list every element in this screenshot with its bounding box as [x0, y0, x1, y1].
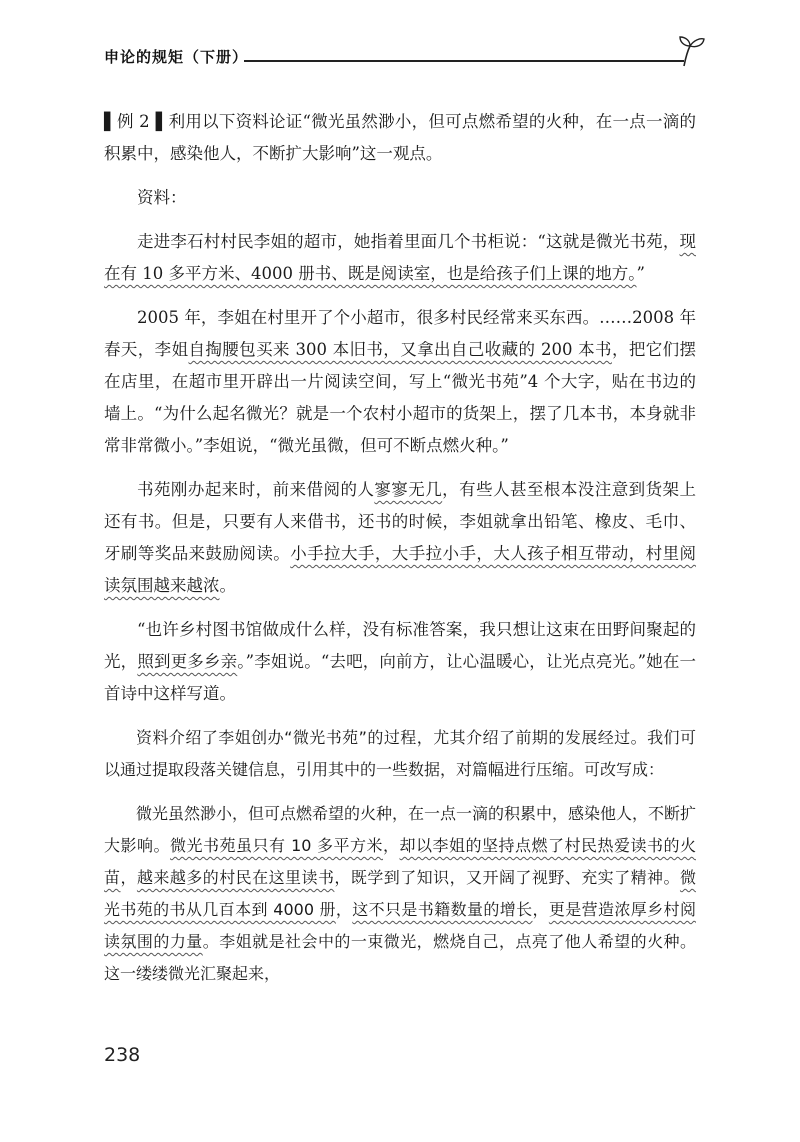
- text-run: ，: [383, 836, 400, 855]
- answer-paragraph: [104, 798, 696, 990]
- underlined-run: 更是营造浓厚乡村阅读氛围的力量: [104, 900, 696, 951]
- header-rule: [244, 60, 684, 62]
- text-run: ，既学到了知识，又开阔了视野、充实了精神。: [334, 868, 680, 887]
- text-run: ，: [532, 900, 549, 919]
- example-marker: ▌: [104, 112, 117, 131]
- underlined-run: 照到更多乡亲: [137, 652, 238, 671]
- text-run: 。李姐就是社会中的一束微光，燃烧自己，点亮了他人希望的火种。这一缕缕微光汇聚起来，: [104, 932, 696, 983]
- material-label: 资料：: [137, 188, 187, 207]
- underlined-run: 微光书苑虽只有 10 多平方米: [170, 836, 383, 855]
- example-label: 例 2: [116, 112, 150, 131]
- underlined-run: 却以李姐的坚持点燃了村民热爱读书的火苗: [104, 836, 696, 887]
- underlined-run: 寥寥无几: [374, 480, 443, 499]
- example-prompt-line1: 利用以下资料论证“微光虽然渺小，但可点燃希望的火种，在一点一滴: [168, 112, 680, 131]
- underlined-run: 自掏腰包买来 300 本旧书，又拿出自己收藏的 200 本书: [188, 340, 612, 359]
- underlined-run: 现在有 10 多平方米、4000 册书、既是阅读室，也是给孩子们上课的地方。: [104, 232, 696, 283]
- text-run: 微光虽然渺小，但可点燃希望的火种，在一点一滴的积累中，感染他人，不断扩大影响。: [104, 804, 697, 855]
- analysis-paragraph: 资料介绍了李姐创办“微光书苑”的过程，尤其介绍了前期的发展经过。我们可以通过提取段落关键信息，引用其中的一些数据，对篇幅进行压缩。可改写成：: [104, 728, 696, 779]
- header-title: 申论的规矩（下册）: [104, 48, 249, 66]
- underlined-run: 越来越多的村民在这里读书: [136, 868, 335, 887]
- text-run: ，有些人甚至根本没注意到货架上还有书。但是，只要有人来借书，还书的时候，李姐就拿出铅笔、橡皮、毛巾、牙刷等奖品来鼓励阅读。: [104, 480, 696, 563]
- sprout-icon: [676, 34, 706, 68]
- running-header: [104, 40, 704, 70]
- text-run: ”: [636, 264, 645, 283]
- text-run: 。”李姐说。“去吧，向前方，让心温暖心，让光点亮光。”她在一首诗中这样写道。: [104, 652, 697, 703]
- text-run: ，: [120, 868, 137, 887]
- text-run: 走进李石村村民李姐的超市，她指着里面几个书柜说：“这就是微光书苑，: [137, 232, 680, 251]
- text-run: 书苑刚办起来时，前来借阅的人: [137, 480, 375, 499]
- text-run: 2005 年，李姐在村里开了个小超市，很多村民经常来买东西。……2008 年春天，李姐: [104, 308, 696, 359]
- underlined-run: 这不只是书籍数量的增长: [352, 900, 533, 919]
- material-paragraph-4: [104, 614, 696, 710]
- example-prompt: [104, 106, 696, 170]
- material-paragraph-1: [104, 226, 696, 290]
- text-run: ，把它们摆在店里，在超市里开辟出一片阅读空间，写上“微光书苑”4 个大字，贴在书边的墙上。“为什么起名微光？就是一个农村小超市的货架上，摆了几本书，本身就非常非常微小。”李姐说，“微光虽微，但可不断点燃火种。”: [104, 340, 697, 455]
- page-body: [104, 106, 696, 1002]
- underlined-run: 小手拉大手，大手拉小手，大人孩子相互带动，村里阅读氛围越来越浓: [104, 544, 697, 595]
- example-marker-end: ▌: [149, 112, 169, 131]
- underlined-run: 微光书苑的书从几百本到 4000 册: [104, 868, 696, 919]
- page-number: 238: [104, 1044, 141, 1066]
- text-run: 。: [219, 576, 236, 595]
- example-prompt-line2: 的积累中，感染他人，不断扩大影响”这一观点。: [104, 112, 697, 163]
- material-paragraph-2: [104, 302, 696, 462]
- text-run: “也许乡村图书馆做成什么样，没有标准答案，我只想让这束在田野间聚起的光，: [104, 620, 696, 671]
- material-paragraph-3: [104, 474, 696, 602]
- text-run: ，: [335, 900, 353, 919]
